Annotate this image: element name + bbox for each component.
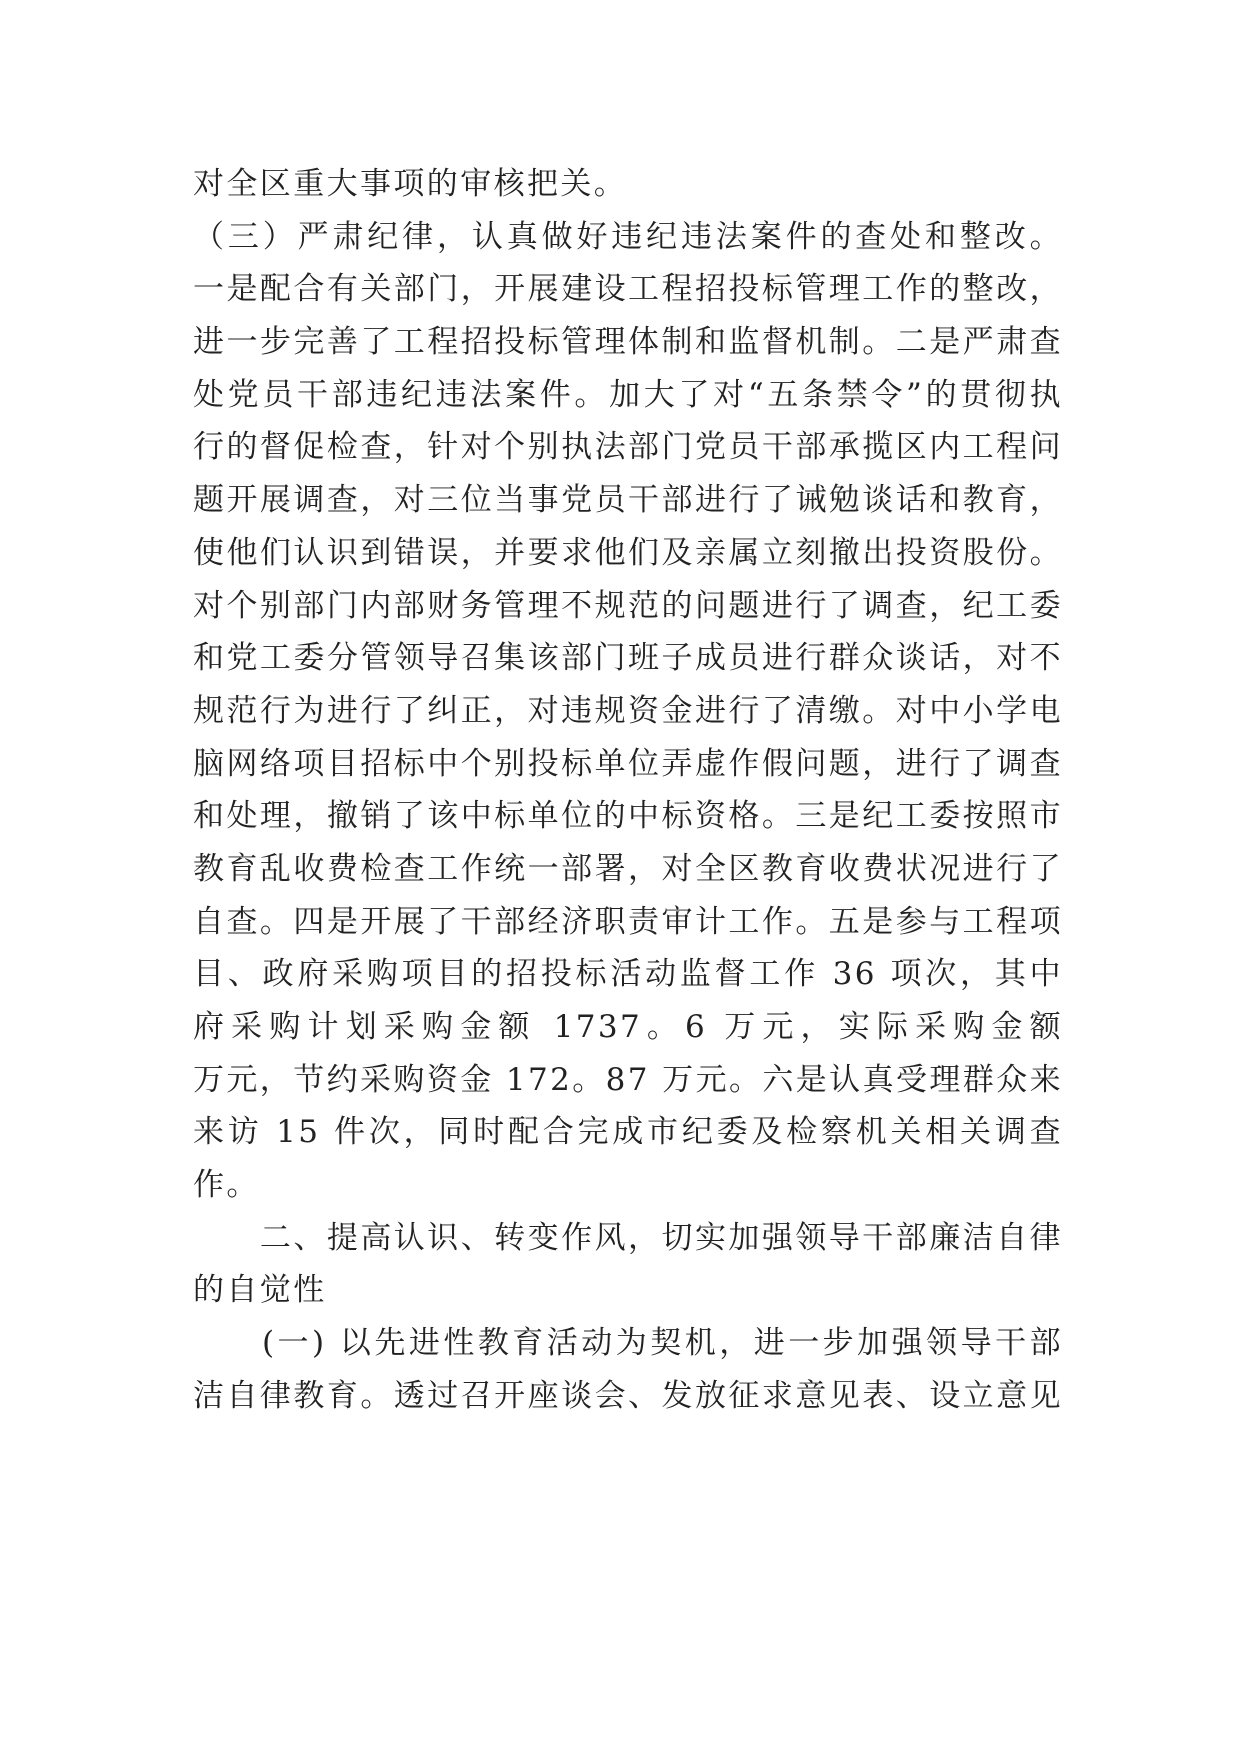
text-line: （三）严肃纪律，认真做好违纪违法案件的查处和整改。 xyxy=(193,218,1063,255)
text-line: 自查。四是开展了干部经济职责审计工作。五是参与工程项 xyxy=(193,903,1063,940)
text-line: 二、提高认识、转变作风，切实加强领导干部廉洁自律 xyxy=(193,1219,1063,1256)
text-line: 目、政府采购项目的招投标活动监督工作 36 项次，其中 xyxy=(193,956,1063,993)
text-line: 处党员干部违纪违法案件。加大了对“五条禁令”的贯彻执 xyxy=(193,376,1063,413)
text-line: 脑网络项目招标中个别投标单位弄虚作假问题，进行了调查 xyxy=(193,745,1063,782)
text-line: 和党工委分管领导召集该部门班子成员进行群众谈话，对不 xyxy=(193,640,1063,677)
text-line: 使他们认识到错误，并要求他们及亲属立刻撤出投资股份。 xyxy=(193,534,1063,571)
text-line: 来访 15 件次，同时配合完成市纪委及检察机关相关调查 xyxy=(193,1114,1063,1151)
text-line: 万元，节约采购资金 172。87 万元。六是认真受理群众来 xyxy=(193,1061,1063,1098)
text-line: 的自觉性 xyxy=(193,1272,327,1309)
text-line: 行的督促检查，针对个别执法部门党员干部承揽区内工程问 xyxy=(193,429,1063,466)
text-line: 规范行为进行了纠正，对违规资金进行了清缴。对中小学电 xyxy=(193,692,1063,729)
text-line: 对个别部门内部财务管理不规范的问题进行了调查，纪工委 xyxy=(193,587,1063,624)
text-line: 教育乱收费检查工作统一部署，对全区教育收费状况进行了 xyxy=(193,850,1063,887)
text-line: 作。 xyxy=(193,1167,260,1204)
text-line: (一) 以先进性教育活动为契机，进一步加强领导干部 xyxy=(261,1325,1063,1362)
text-line: 题开展调查，对三位当事党员干部进行了诫勉谈话和教育， xyxy=(193,482,1063,519)
text-line: 一是配合有关部门，开展建设工程招投标管理工作的整改， xyxy=(193,271,1063,308)
body-text xyxy=(193,158,1063,1423)
text-line: 洁自律教育。透过召开座谈会、发放征求意见表、设立意见 xyxy=(193,1377,1063,1414)
text-line: 进一步完善了工程招投标管理体制和监督机制。二是严肃查 xyxy=(193,324,1063,361)
text-line: 对全区重大事项的审核把关。 xyxy=(193,166,628,202)
text-line: 和处理，撤销了该中标单位的中标资格。三是纪工委按照市 xyxy=(193,798,1063,835)
text-line: 府采购计划采购金额 1737。6 万元，实际采购金额 xyxy=(193,1009,1063,1045)
